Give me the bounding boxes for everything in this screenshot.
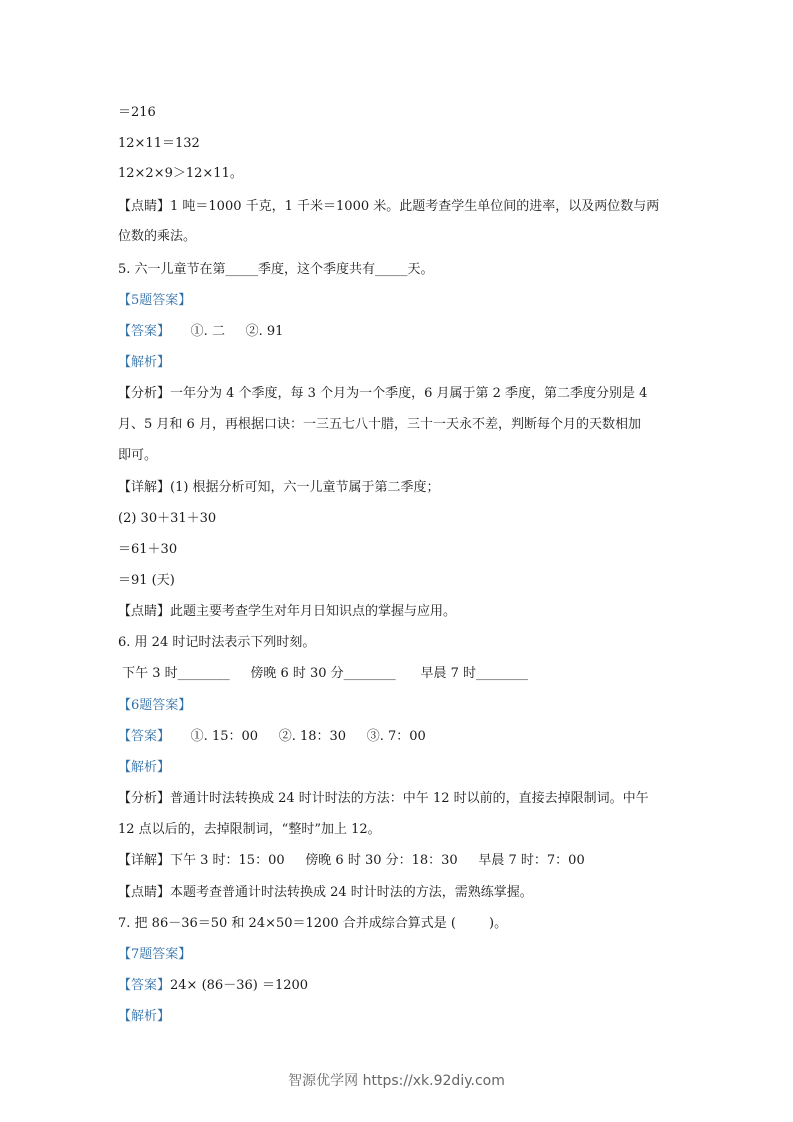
- section-label: 【6题答案】: [118, 698, 192, 713]
- text-line: 7. 把 86－36＝50 和 24×50＝1200 合并成综合算式是 ( )。: [118, 916, 508, 931]
- text-line: 【分析】普通计时法转换成 24 时计时法的方法：中午 12 时以前的，直接去掉限制词。中午: [118, 791, 649, 806]
- text-line: [118, 697, 191, 715]
- text-line: [118, 946, 191, 964]
- text-line: [118, 1008, 170, 1026]
- answer-tag: 【答案】: [118, 978, 171, 993]
- text-line: 12 点以后的，去掉限制词，“整时”加上 12。: [118, 822, 381, 837]
- text-line: [118, 759, 170, 777]
- text-line: 位数的乘法。: [118, 229, 197, 244]
- text-line: ＝61＋30: [118, 542, 178, 557]
- text-line: [118, 977, 308, 995]
- text-line: 即可。: [118, 448, 158, 463]
- text-line: 月、5 月和 6 月，再根据口诀：一三五七八十腊，三十一天永不差，判断每个月的天数相加: [118, 417, 641, 432]
- text-line: 【点睛】本题考查普通计时法转换成 24 时计时法的方法，需熟练掌握。: [118, 885, 533, 900]
- text-line: 【点睛】此题主要考查学生对年月日知识点的掌握与应用。: [118, 604, 457, 619]
- text-line: 5. 六一儿童节在第_____季度，这个季度共有_____天。: [118, 262, 434, 277]
- section-label: 【5题答案】: [118, 293, 192, 308]
- section-label: 【解析】: [118, 355, 171, 370]
- text-line: 12×2×9＞12×11。: [118, 166, 243, 181]
- text-line: 下午 3 时________ 傍晚 6 时 30 分________ 早晨 7 时________: [118, 666, 529, 681]
- answer-text: ①. 二 ②. 91: [170, 324, 284, 339]
- text-line: 【分析】一年分为 4 个季度，每 3 个月为一个季度，6 月属于第 2 季度，第二季度分别是 4: [118, 386, 648, 401]
- answer-tag: 【答案】: [118, 324, 171, 339]
- text-line: [118, 354, 170, 372]
- section-label: 【7题答案】: [118, 947, 192, 962]
- text-line: [118, 292, 191, 310]
- text-line: 【点睛】1 吨＝1000 千克，1 千米＝1000 米。此题考查学生单位间的进率，以及两位数与两: [118, 199, 660, 214]
- text-line: 6. 用 24 时记时法表示下列时刻。: [118, 635, 316, 650]
- text-line: 【详解】下午 3 时：15：00 傍晚 6 时 30 分：18：30 早晨 7 时：7：00: [118, 853, 585, 868]
- footer-watermark: 智源优学网 https://xk.92diy.com: [288, 1073, 505, 1089]
- answer-text: ①. 15：00 ②. 18：30 ③. 7：00: [170, 729, 426, 744]
- answer-tag: 【答案】: [118, 729, 171, 744]
- text-line: 12×11＝132: [118, 136, 200, 151]
- answer-text: 24× (86－36) ＝1200: [170, 978, 309, 993]
- text-line: [118, 728, 426, 746]
- section-label: 【解析】: [118, 1009, 171, 1024]
- section-label: 【解析】: [118, 760, 171, 775]
- text-line: ＝216: [118, 105, 156, 120]
- text-line: 【详解】(1) 根据分析可知，六一儿童节属于第二季度；: [118, 480, 440, 495]
- text-line: [118, 323, 283, 341]
- text-line: (2) 30＋31＋30: [118, 511, 217, 526]
- text-line: ＝91 (天): [118, 573, 175, 588]
